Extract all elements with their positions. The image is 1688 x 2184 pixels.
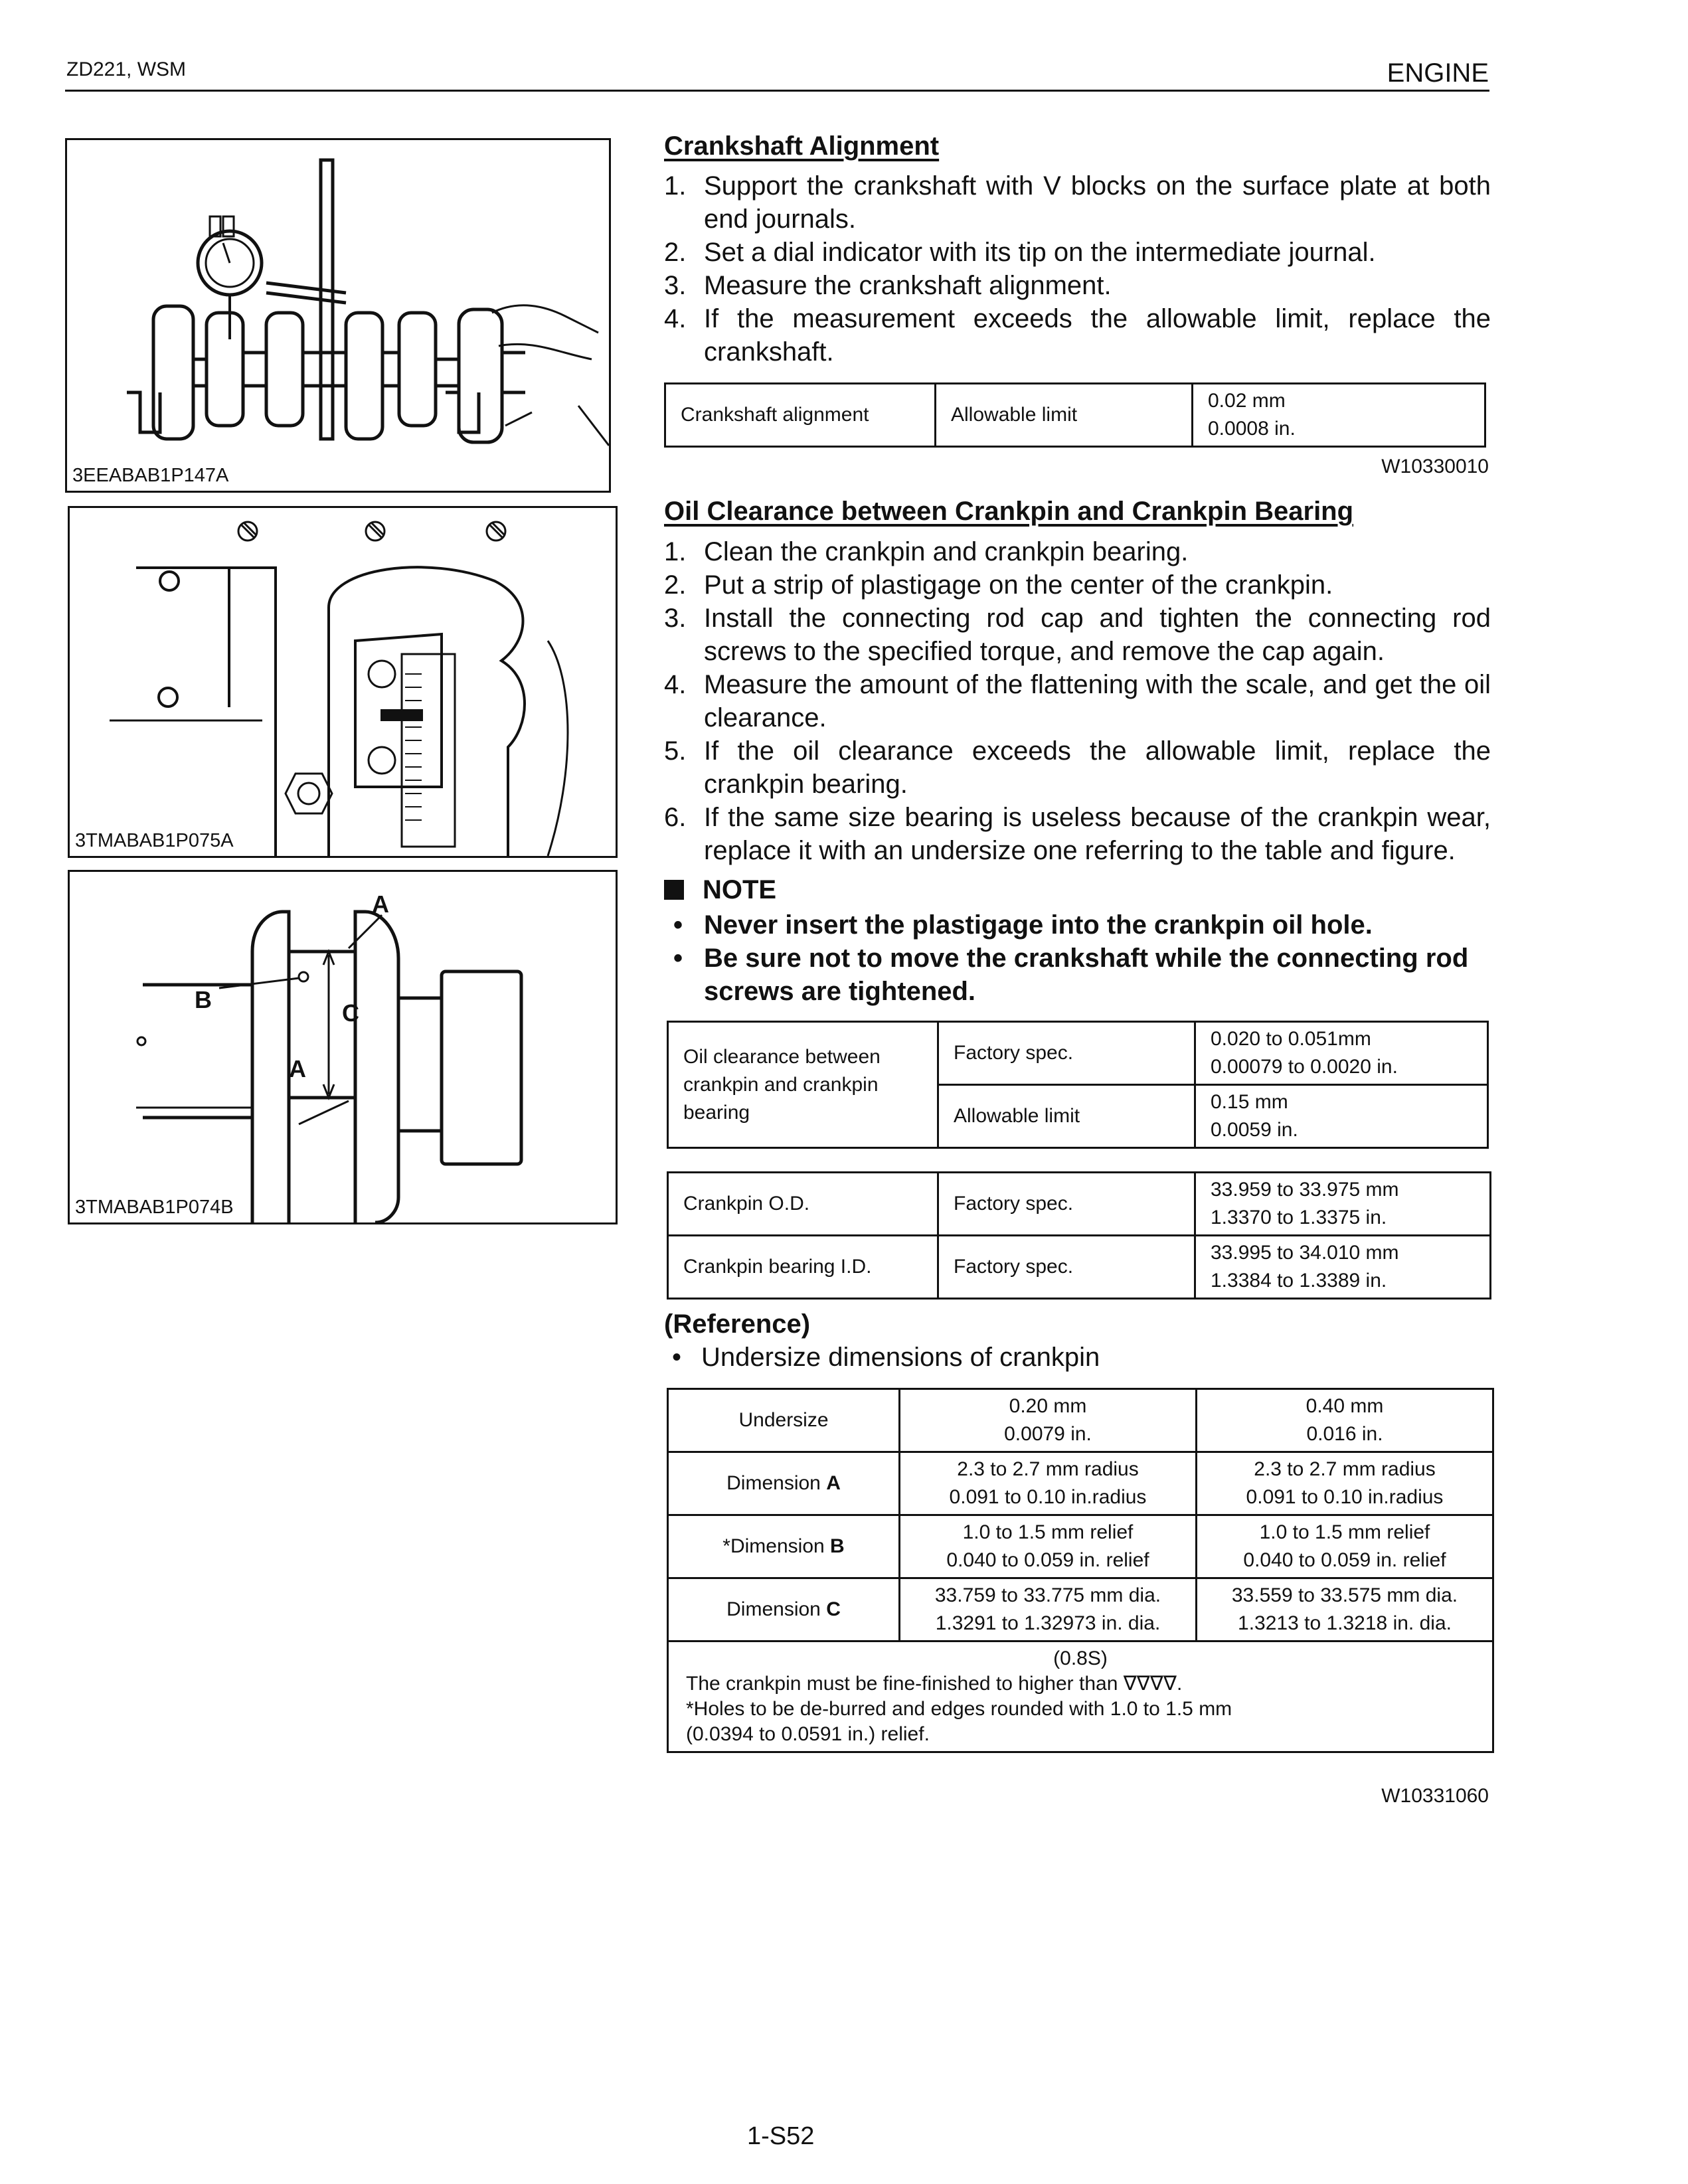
table-item: Oil clearance between crankpin and crankpin bearing: [668, 1022, 938, 1148]
figure-plastigage: [68, 506, 618, 858]
note-list: [664, 908, 1491, 1008]
section-title: ENGINE: [1387, 58, 1489, 88]
step-item: 5. If the oil clearance exceeds the allowable limit, replace the crankpin bearing.: [664, 736, 1491, 799]
figure-caption: 3TMABAB1P074B: [75, 1197, 236, 1218]
table-spec: Factory spec.: [938, 1173, 1195, 1236]
dimension-label-a-bottom: A: [289, 1055, 306, 1082]
table-item: Crankpin O.D.: [668, 1173, 938, 1236]
oil-clearance-title: Oil Clearance between Crankpin and Crankpin Bearing: [664, 497, 1354, 526]
table-value: 33.995 to 34.010 mm 1.3384 to 1.3389 in.: [1195, 1236, 1491, 1299]
dimension-label-c: C: [342, 999, 359, 1027]
table-cell: 2.3 to 2.7 mm radius 0.091 to 0.10 in.radius: [900, 1452, 1197, 1515]
figure-caption: 3TMABAB1P075A: [75, 830, 236, 852]
dimension-label-b: B: [195, 986, 212, 1013]
table-row: [668, 1389, 1493, 1452]
table-header-cell: Undersize: [668, 1389, 900, 1452]
step-item: 3. Install the connecting rod cap and tighten the connecting rod screws to the specified torque, and remove the cap again.: [664, 604, 1491, 666]
table-cell: 1.0 to 1.5 mm relief 0.040 to 0.059 in. relief: [900, 1515, 1197, 1578]
table-value: 0.15 mm 0.0059 in.: [1195, 1085, 1488, 1148]
crankshaft-alignment-steps: [664, 169, 1491, 369]
table-value: 33.959 to 33.975 mm 1.3370 to 1.3375 in.: [1195, 1173, 1491, 1236]
table-item: Crankpin bearing I.D.: [668, 1236, 938, 1299]
step-item: 2. Put a strip of plastigage on the center of the crankpin.: [664, 570, 1333, 600]
table-cell: 33.759 to 33.775 mm dia. 1.3291 to 1.32973 in. dia.: [900, 1578, 1197, 1641]
page-number: 1-S52: [747, 2122, 815, 2150]
table-spec: Allowable limit: [938, 1085, 1195, 1148]
table-spec: Factory spec.: [938, 1236, 1195, 1299]
table-header-cell: Dimension C: [668, 1578, 900, 1641]
crankpin-spec-table: [667, 1171, 1491, 1300]
table-value: 0.020 to 0.051mm 0.00079 to 0.0020 in.: [1195, 1022, 1488, 1085]
table-cell: 2.3 to 2.7 mm radius 0.091 to 0.10 in.radius: [1197, 1452, 1493, 1515]
step-item: 6. If the same size bearing is useless because of the crankpin wear, replace it with an undersize one referring to the table and figure.: [664, 803, 1491, 865]
table-row: [668, 1515, 1493, 1578]
table-footer: (0.8S) The crankpin must be fine-finished to higher than ∇∇∇∇. *Holes to be de-burred and edges rounded with 1.0 to 1.5 mm (0.0394 to 0.0591 in.) relief.: [668, 1641, 1493, 1752]
reference-heading: (Reference): [664, 1309, 811, 1339]
table-cell: 0.40 mm 0.016 in.: [1197, 1389, 1493, 1452]
oil-clearance-steps: [664, 535, 1491, 867]
oil-clearance-table: [667, 1021, 1489, 1149]
reference-code: W10330010: [1381, 456, 1489, 477]
table-spec: Allowable limit: [936, 384, 1193, 447]
note-item: • Be sure not to move the crankshaft while the connecting rod screws are tightened.: [673, 944, 1469, 1006]
plastigage-scale-illustration: [70, 508, 616, 856]
step-item: 4. If the measurement exceeds the allowable limit, replace the crankshaft.: [664, 304, 1491, 367]
table-item: Crankshaft alignment: [665, 384, 936, 447]
document-code: ZD221, WSM: [66, 58, 187, 80]
table-row: [668, 1452, 1493, 1515]
table-value: 0.02 mm 0.0008 in.: [1193, 384, 1485, 447]
table-spec: Factory spec.: [938, 1022, 1195, 1085]
crankpin-dimensions-diagram: [70, 872, 616, 1222]
table-row: [668, 1641, 1493, 1752]
figure-crankshaft-alignment: [65, 138, 611, 493]
table-cell: 0.20 mm 0.0079 in.: [900, 1389, 1197, 1452]
crankshaft-dial-indicator-illustration: [67, 140, 609, 491]
table-header-cell: *Dimension B: [668, 1515, 900, 1578]
figure-crankpin-dimensions: [68, 870, 618, 1224]
table-cell: 1.0 to 1.5 mm relief 0.040 to 0.059 in. relief: [1197, 1515, 1493, 1578]
step-item: 4. Measure the amount of the flattening with the scale, and get the oil clearance.: [664, 670, 1491, 732]
header-rule: [65, 90, 1489, 92]
table-row: [668, 1578, 1493, 1641]
reference-code: W10331060: [1381, 1785, 1489, 1807]
step-item: 1. Support the crankshaft with V blocks on the surface plate at both end journals.: [664, 171, 1491, 234]
note-item: • Never insert the plastigage into the crankpin oil hole.: [673, 910, 1373, 940]
undersize-table: [667, 1388, 1494, 1753]
note-square-icon: [664, 880, 684, 900]
crankshaft-alignment-title: Crankshaft Alignment: [664, 131, 940, 161]
crankshaft-alignment-table: [664, 382, 1486, 448]
note-heading: NOTE: [664, 875, 776, 905]
reference-bullet: • Undersize dimensions of crankpin: [672, 1343, 1100, 1372]
step-item: 2. Set a dial indicator with its tip on the intermediate journal.: [664, 238, 1376, 267]
dimension-label-a-top: A: [372, 890, 389, 918]
table-header-cell: Dimension A: [668, 1452, 900, 1515]
step-item: 1. Clean the crankpin and crankpin bearing.: [664, 537, 1189, 566]
step-item: 3. Measure the crankshaft alignment.: [664, 271, 1112, 300]
figure-caption: 3EEABAB1P147A: [72, 465, 231, 487]
table-cell: 33.559 to 33.575 mm dia. 1.3213 to 1.3218 in. dia.: [1197, 1578, 1493, 1641]
